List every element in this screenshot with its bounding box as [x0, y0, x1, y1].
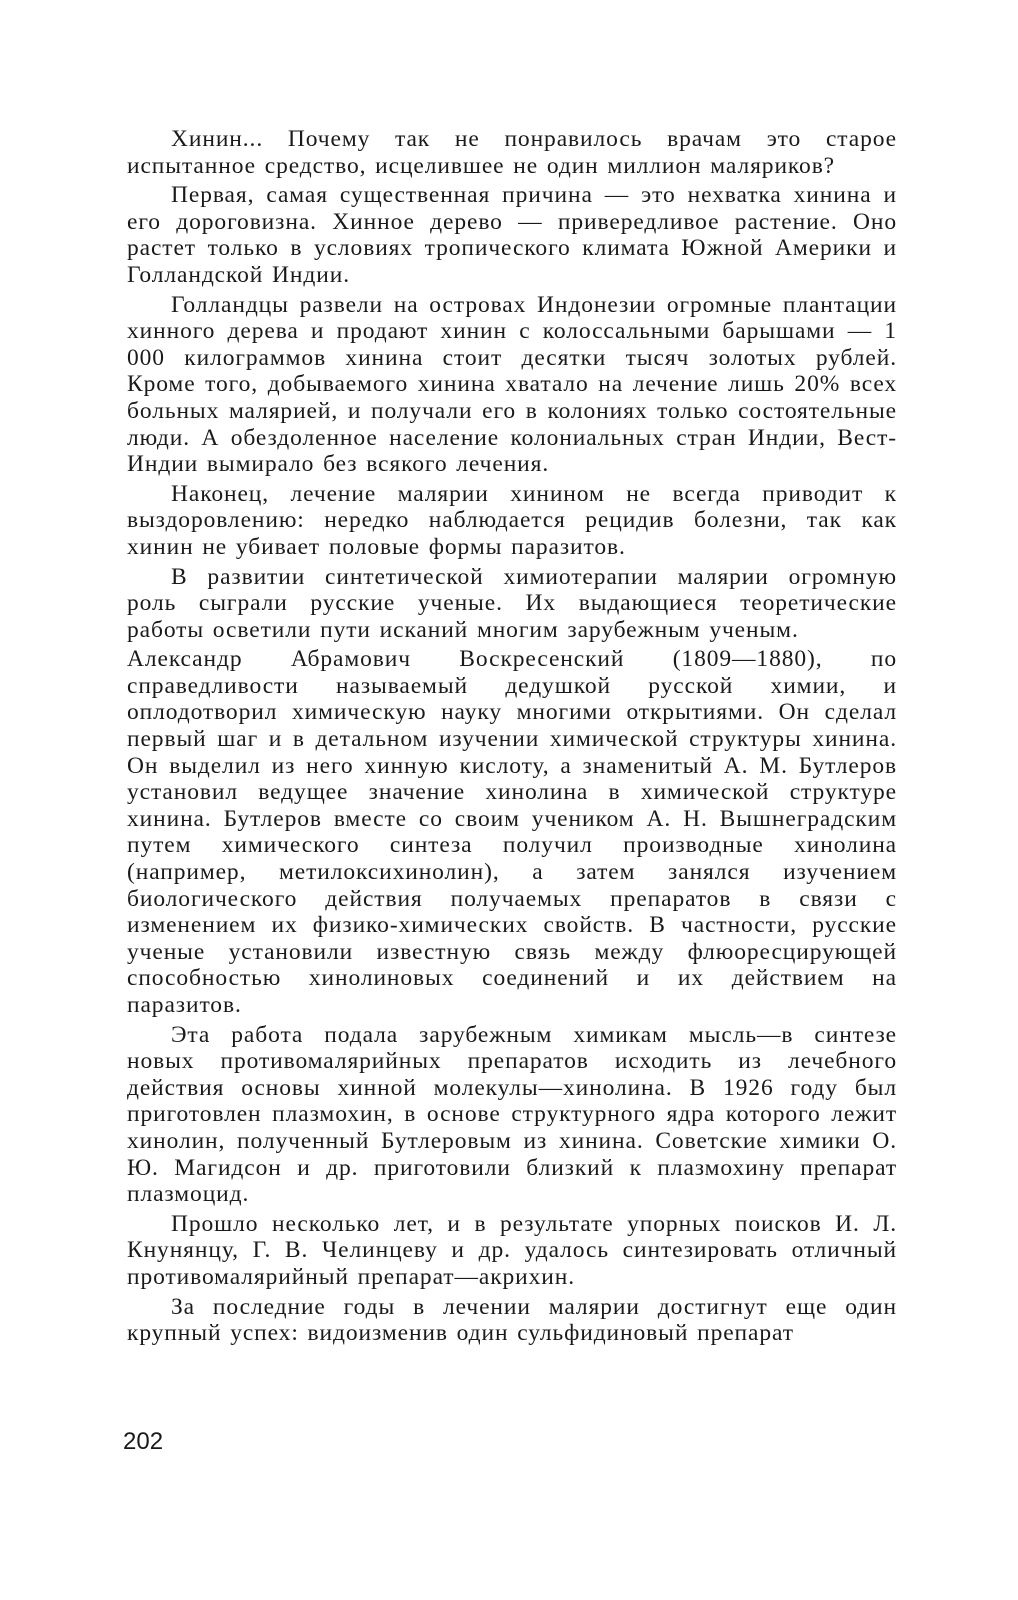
paragraph-acriquine: Прошло несколько лет, и в результате упорных поисков И. Л. Кнунянцу, Г. В. Челинцеву и др. удалось синтезировать отличный противомалярийный препарат—акрихин.	[127, 1210, 897, 1290]
paragraph-quinine-question: Хинин... Почему так не понравилось врачам это старое испытанное средство, исцелившее не один миллион маляриков?	[127, 126, 897, 179]
page-number: 202	[123, 1428, 164, 1455]
paragraph-dutch-plantations: Голландцы развели на островах Индонезии огромные плантации хинного дерева и продают хинин с колоссальными барышами — 1 000 килограммов хинина стоит десятки тысяч золотых рублей. Кроме того, добываемого хинина хватало на лечение лишь 20% всех больных малярией, и получали его в колониях только состоятельные люди. А обездоленное население колониальных стран Индии, Вест-Индии вымирало без всякого лечения.	[127, 291, 897, 478]
body-text	[127, 126, 897, 1350]
paragraph-voskresensky: Александр Абрамович Воскресенский (1809—1880), по справедливости называемый дедушкой русской химии, и оплодотворил химическую науку многими открытиями. Он сделал первый шаг и в детальном изучении химической структуры хинина. Он выделил из него хинную кислоту, а знаменитый А. М. Бутлеров установил ведущее значение хинолина в химической структуре хинина. Бутлеров вместе со своим учеником А. Н. Вышнеградским путем химического синтеза получил производные хинолина (например, метилоксихинолин), а затем занялся изучением биологического действия получаемых препаратов в связи с изменением их физико-химических свойств. В частности, русские ученые установили известную связь между флюоресцирующей способностью хинолиновых соединений и их действием на паразитов.	[127, 646, 897, 1018]
paragraph-relapse: Наконец, лечение малярии хинином не всегда приводит к выздоровлению: нередко наблюдается рецидив болезни, так как хинин не убивает половые формы паразитов.	[127, 480, 897, 560]
paragraph-plasmoquine: Эта работа подала зарубежным химикам мысль—в синтезе новых противомалярийных препаратов исходить из лечебного действия основы хинной молекулы—хинолина. В 1926 году был приготовлен плазмохин, в основе структурного ядра которого лежит хинолин, полученный Бутлеровым из хинина. Советские химики О. Ю. Магидсон и др. приготовили близкий к плазмохину препарат плазмоцид.	[127, 1021, 897, 1208]
paragraph-shortage-reason: Первая, самая существенная причина — это нехватка хинина и его дороговизна. Хинное дерево — привередливое растение. Оно растет только в условиях тропического климата Южной Америки и Голландской Индии.	[127, 182, 897, 288]
paragraph-recent-success: За последние годы в лечении малярии достигнут еще один крупный успех: видоизменив один сульфидиновый препарат	[127, 1293, 897, 1347]
paragraph-russian-scientists: В развитии синтетической химиотерапии малярии огромную роль сыграли русские ученые. Их выдающиеся теоретические работы осветили пути исканий многим зарубежным ученым.	[127, 563, 897, 643]
